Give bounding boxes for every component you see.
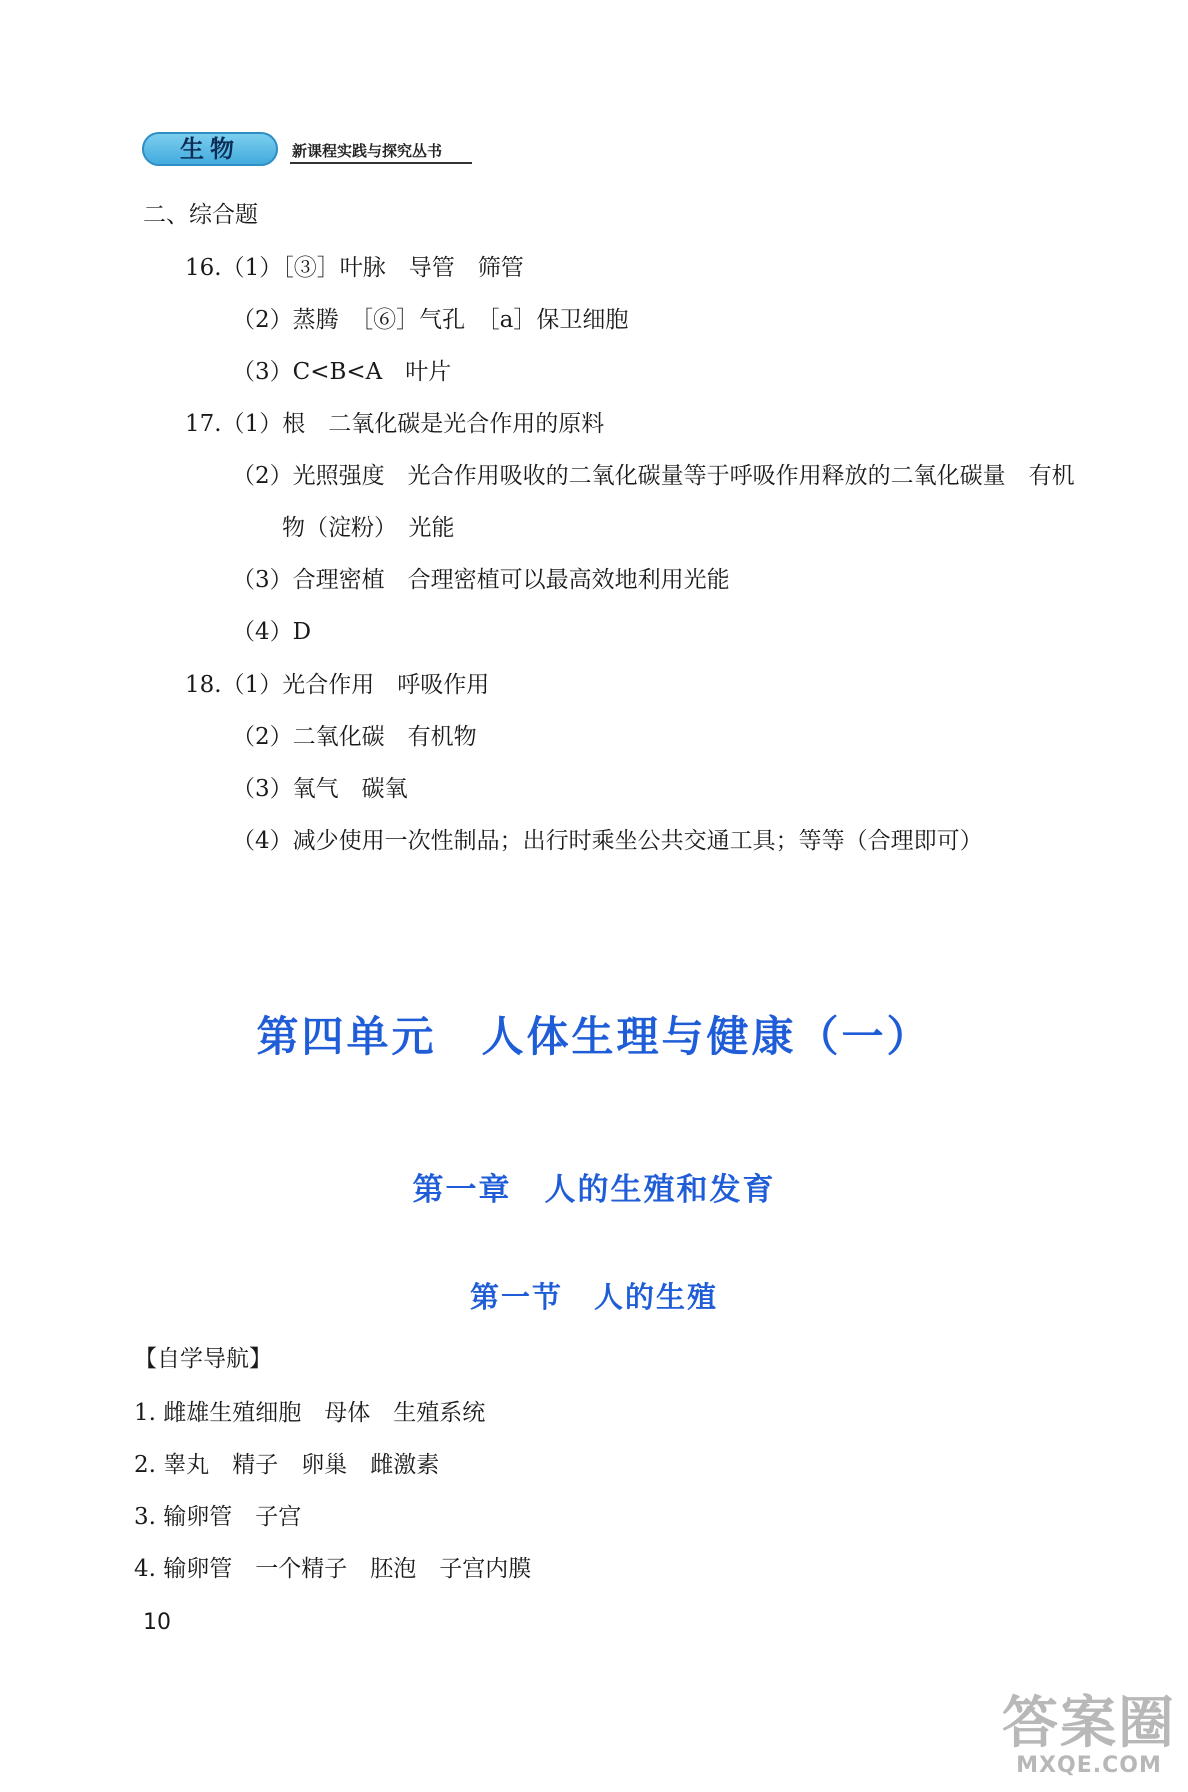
self-study-item: 4. 输卵管 一个精子 胚泡 子宫内膜: [134, 1556, 532, 1582]
answer-line: （3）合理密植 合理密植可以最高效地利用光能: [232, 567, 730, 593]
subject-badge-label: 生物: [180, 135, 240, 163]
answer-line: （3）C<B<A 叶片: [232, 359, 452, 385]
answer-line: （2）二氧化碳 有机物: [232, 724, 477, 750]
watermark-logo: [1002, 1691, 1176, 1778]
section-title: 第一节 人的生殖: [469, 1280, 718, 1314]
answer-line: （2）蒸腾 ［⑥］气孔 ［a］保卫细胞: [232, 307, 629, 333]
answer-line: 18.（1）光合作用 呼吸作用: [185, 672, 490, 698]
answer-line: （3）氧气 碳氧: [232, 776, 408, 802]
answer-line: （4）减少使用一次性制品；出行时乘坐公共交通工具；等等（合理即可）: [232, 828, 983, 854]
unit-title: 第四单元 人体生理与健康（一）: [256, 1012, 932, 1061]
watermark-title: 答案圈: [1002, 1691, 1176, 1756]
section-heading: 二、综合题: [143, 202, 258, 228]
answer-line: （2）光照强度 光合作用吸收的二氧化碳量等于呼吸作用释放的二氧化碳量 有机: [232, 463, 1075, 489]
series-underline: [290, 162, 472, 164]
self-study-item: 1. 雌雄生殖细胞 母体 生殖系统: [134, 1400, 486, 1426]
watermark-url: MXQE.COM: [1016, 1753, 1162, 1778]
answer-line: 物（淀粉） 光能: [282, 515, 455, 541]
answer-line: （4）D: [232, 619, 312, 645]
answer-line: 17.（1）根 二氧化碳是光合作用的原料: [185, 411, 605, 437]
answer-line: 16.（1）［③］叶脉 导管 筛管: [185, 255, 524, 281]
self-study-item: 2. 睾丸 精子 卵巢 雌激素: [134, 1452, 440, 1478]
series-name: 新课程实践与探究丛书: [292, 142, 443, 160]
self-study-item: 3. 输卵管 子宫: [134, 1504, 302, 1530]
chapter-title: 第一章 人的生殖和发育: [412, 1172, 776, 1208]
self-study-label: 【自学导航】: [134, 1346, 272, 1372]
page-number: 10: [143, 1610, 171, 1635]
